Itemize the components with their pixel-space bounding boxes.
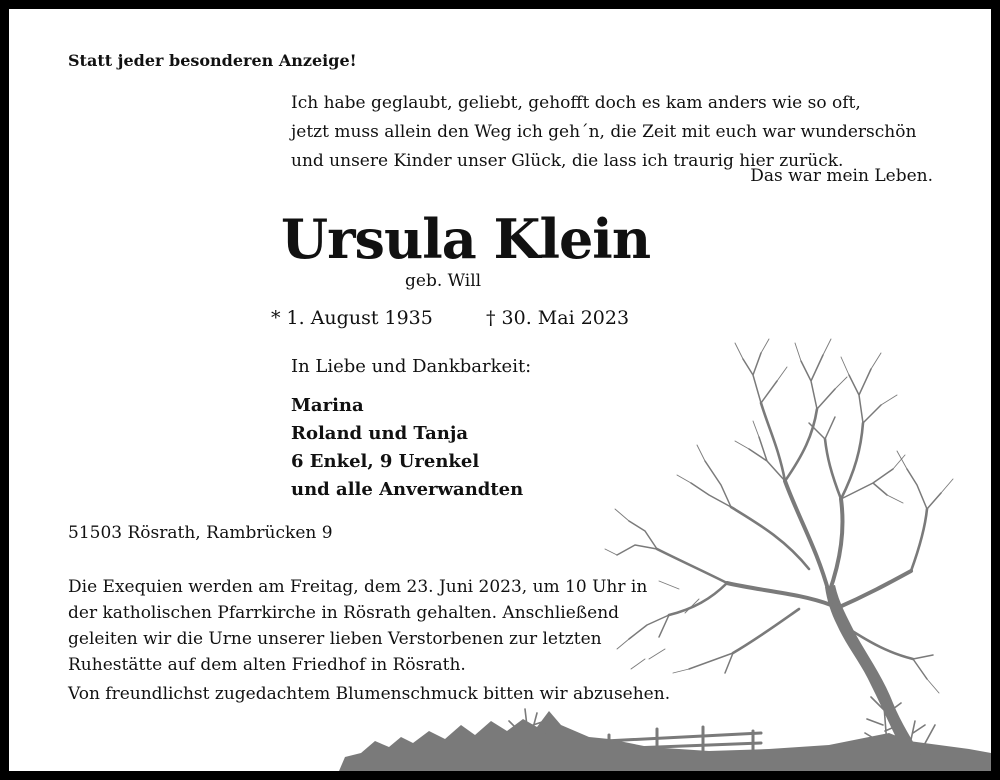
poem <box>291 89 916 176</box>
mourners-list <box>291 392 523 504</box>
mourner: und alle Anverwandten <box>291 479 524 500</box>
maiden-name: geb. Will <box>405 271 482 291</box>
address: 51503 Rösrath, Rambrücken 9 <box>68 523 333 543</box>
service-line: geleiten wir die Urne unserer lieben Verstorbenen zur letzten <box>68 629 602 649</box>
flowers-note: Von freundlichst zugedachtem Blumenschmuck bitten wir abzusehen. <box>68 684 671 704</box>
death-date: † 30. Mai 2023 <box>486 307 630 329</box>
poem-signature: Das war mein Leben. <box>750 166 933 186</box>
service-line: Ruhestätte auf dem alten Friedhof in Rösrath. <box>68 655 466 675</box>
service-info <box>68 574 647 678</box>
mourner: Marina <box>291 395 364 416</box>
birth-date: * 1. August 1935 <box>271 307 433 329</box>
service-line: der katholischen Pfarrkirche in Rösrath gehalten. Anschließend <box>68 603 620 623</box>
poem-line: jetzt muss allein den Weg ich geh´n, die Zeit mit euch war wunderschön <box>291 122 917 142</box>
mourner: Roland und Tanja <box>291 423 469 444</box>
mourner: 6 Enkel, 9 Urenkel <box>291 451 480 472</box>
service-line: Die Exequien werden am Freitag, dem 23. Juni 2023, um 10 Uhr in <box>68 577 648 597</box>
deceased-name: Ursula Klein <box>281 207 651 271</box>
poem-line: Ich habe geglaubt, geliebt, gehofft doch es kam anders wie so oft, <box>291 93 861 113</box>
notice-header: Statt jeder besonderen Anzeige! <box>68 51 357 70</box>
poem-line: und unsere Kinder unser Glück, die lass ich traurig hier zurück. <box>291 151 844 171</box>
dedication: In Liebe und Dankbarkeit: <box>291 356 532 377</box>
